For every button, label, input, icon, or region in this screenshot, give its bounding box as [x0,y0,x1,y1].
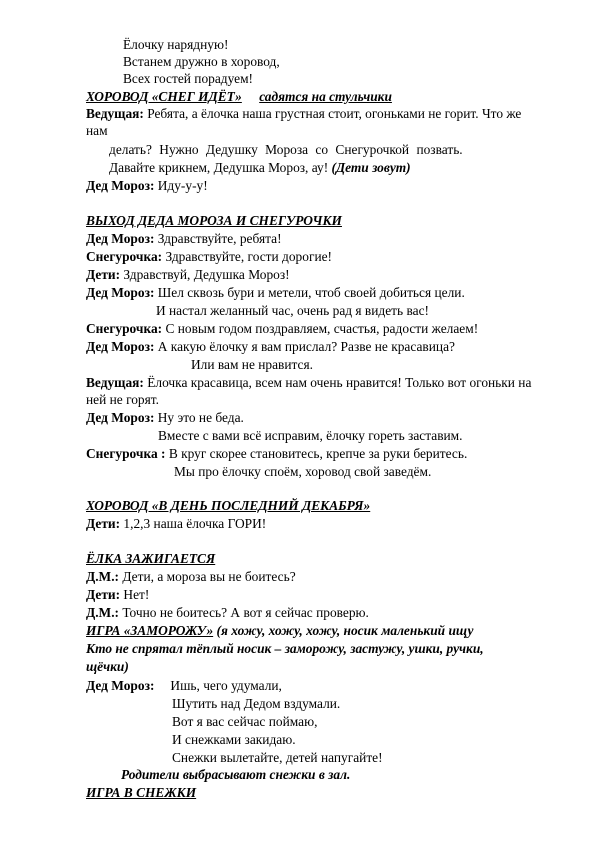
speaker-label: Дети: [86,516,121,531]
dialogue-text: Здравствуй, Дедушка Мороз! [120,267,290,282]
dialogue-line [86,320,478,337]
dialogue-line [86,177,208,194]
verse-line: Шутить над Дедом вздумали. [172,696,341,711]
speaker-label: Ведущая: [86,106,144,121]
dialogue-line [86,409,244,426]
speaker-label: Дед Мороз: [86,410,155,425]
dialogue-line [86,284,465,301]
section-heading-entrance: ВЫХОД ДЕДА МОРОЗА И СНЕГУРОЧКИ [86,213,342,228]
stage-direction: щёчки) [86,659,129,674]
speaker-label: Дед Мороз: [86,231,155,246]
dialogue-text: Ребята, а ёлочка наша грустная стоит, огоньками не горит. Что же [143,106,522,121]
verse-line: И снежками закидаю. [172,732,296,747]
verse-line: Вот я вас сейчас поймаю, [172,714,318,729]
dialogue-text: Здравствуйте, гости дорогие! [162,249,333,264]
stage-direction: (Дети зовут) [331,160,411,175]
dialogue-line [86,266,290,283]
speaker-label: Ведущая: [86,375,144,390]
section-heading-tree-lights: ЁЛКА ЗАЖИГАЕТСЯ [86,551,216,566]
dialogue-line [86,677,282,694]
dialogue-text: А какую ёлочку я вам прислал? Разве не красавица? [154,339,455,354]
section-heading-dance-december: ХОРОВОД «В ДЕНЬ ПОСЛЕДНИЙ ДЕКАБРЯ» [86,498,371,513]
speaker-label: Дед Мороз: [86,285,155,300]
section-heading-freeze-game [86,622,473,639]
speaker-label: Д.М.: [86,605,120,620]
dialogue-text: Ишь, чего удумали, [170,678,282,693]
heading-text: ИГРА «ЗАМОРОЖУ» [86,623,214,638]
dialogue-line: Мы про ёлочку споём, хоровод свой заведём. [174,464,432,479]
dialogue-text: С новым годом поздравляем, счастья, радости желаем! [162,321,479,336]
verse-line: Всех гостей порадуем! [123,71,253,86]
speaker-label: Дети: [86,587,121,602]
speaker-label: Дед Мороз: [86,339,155,354]
dialogue-line: нам [86,123,108,138]
section-heading-dance [86,88,392,105]
verse-line: Снежки вылетайте, детей напугайте! [172,750,383,765]
dialogue-line [109,159,411,176]
dialogue-text: Давайте крикнем, Дедушка Мороз, ау! [109,160,332,175]
speaker-label: Д.М.: [86,569,120,584]
dialogue-line: Или вам не нравится. [191,357,313,372]
dialogue-line [86,338,455,355]
speaker-label: Дети: [86,267,121,282]
dialogue-text: Нет! [120,587,150,602]
dialogue-line: И настал желанный час, очень рад я видеть вас! [156,303,429,318]
dialogue-line [86,586,149,603]
speaker-label: Снегурочка : [86,446,166,461]
dialogue-line [86,604,369,621]
verse-line: Встанем дружно в хоровод, [123,54,280,69]
dialogue-text: В круг скорее становитесь, крепче за руки беритесь. [165,446,468,461]
dialogue-text: Здравствуйте, ребята! [154,231,282,246]
speaker-label: Снегурочка: [86,249,163,264]
dialogue-line: ней не горят. [86,392,159,407]
dialogue-line: Вместе с вами всё исправим, ёлочку гореть заставим. [158,428,463,443]
dialogue-text: Точно не боитесь? А вот я сейчас проверю. [119,605,369,620]
dialogue-line [86,374,531,391]
dialogue-text: Шел сквозь бури и метели, чтоб своей добиться цели. [154,285,465,300]
dialogue-text: Ну это не беда. [154,410,244,425]
verse-line: Ёлочку нарядную! [123,37,229,52]
speaker-label: Дед Мороз: [86,678,155,693]
dialogue-text: Ёлочка красавица, всем нам очень нравится! Только вот огоньки на [143,375,532,390]
section-heading-snowball-game: ИГРА В СНЕЖКИ [86,785,197,800]
dialogue-text: Дети, а мороза вы не боитесь? [119,569,296,584]
dialogue-line: делать? Нужно Дедушку Мороза со Снегурочкой позвать. [109,142,463,157]
stage-direction: садятся на стульчики [259,89,392,104]
dialogue-line [86,515,266,532]
dialogue-text: 1,2,3 наша ёлочка ГОРИ! [120,516,267,531]
speaker-label: Дед Мороз: [86,178,155,193]
stage-direction: Кто не спрятал тёплый носик – заморожу, застужу, ушки, ручки, [86,641,484,656]
dialogue-line [86,568,296,585]
speaker-label: Снегурочка: [86,321,163,336]
heading-text: ХОРОВОД «СНЕГ ИДЁТ» [86,89,242,104]
dialogue-line [86,230,282,247]
stage-direction: (я хожу, хожу, хожу, носик маленький ищу [213,623,474,638]
dialogue-line [86,105,521,122]
stage-direction: Родители выбрасывают снежки в зал. [121,767,351,782]
dialogue-line [86,445,467,462]
dialogue-text: Иду-у-у! [154,178,208,193]
dialogue-line [86,248,332,265]
